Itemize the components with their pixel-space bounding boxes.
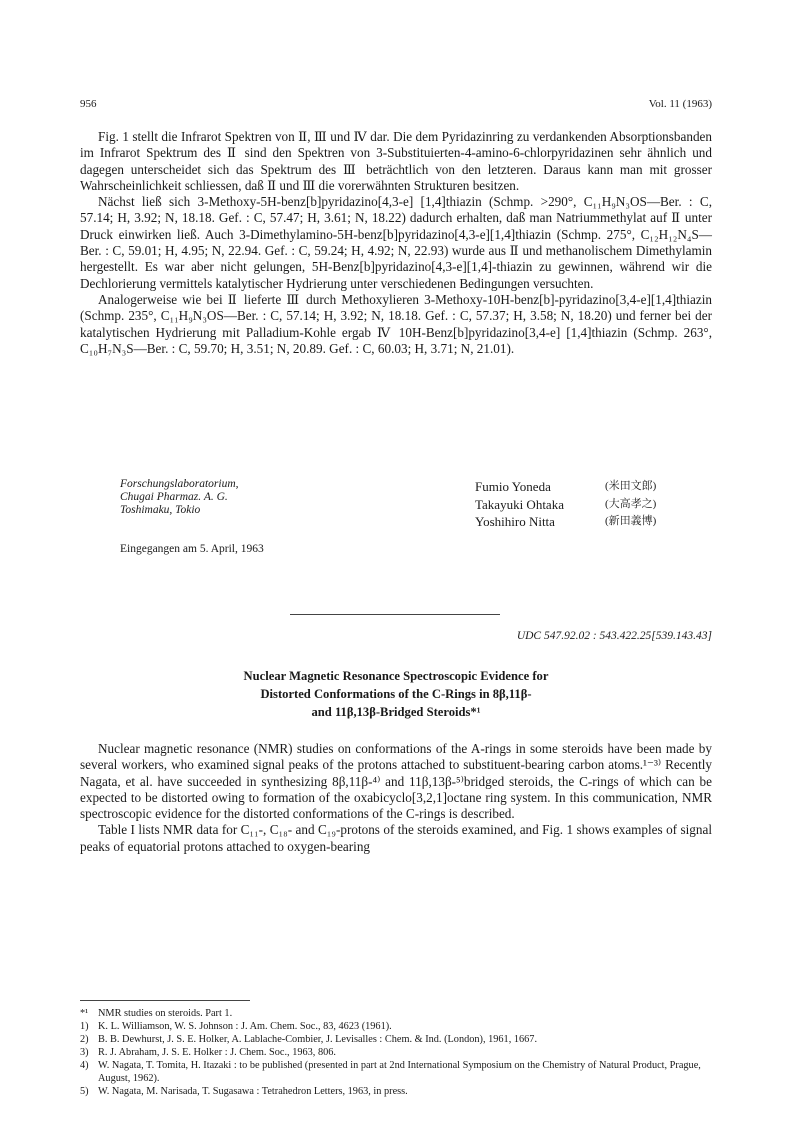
footnote	[80, 1007, 712, 1020]
footnote-mark: 1)	[80, 1021, 89, 1032]
footnote-text: NMR studies on steroids. Part 1.	[98, 1008, 233, 1019]
article-title	[80, 667, 712, 721]
received-date: Eingegangen am 5. April, 1963	[120, 543, 264, 555]
footnote-rule	[80, 1000, 250, 1001]
title-line: and 11β,13β-Bridged Steroids*¹	[311, 705, 481, 719]
author	[475, 478, 656, 496]
affiliation	[120, 478, 239, 517]
author-kanji: (米田文郎)	[605, 480, 657, 492]
author-list	[475, 478, 656, 531]
footnote	[80, 1059, 712, 1085]
title-line: Nuclear Magnetic Resonance Spectroscopic Evidence for	[243, 669, 549, 683]
paragraph: Table I lists NMR data for C₁₁-, C₁₈- and C₁₉-protons of the steroids examined, and Fig. 1 shows examples of signal peaks of equatorial protons attached to oxygen-bearing	[80, 822, 712, 854]
author-kanji: (新田義博)	[605, 515, 657, 527]
paragraph: Nuclear magnetic resonance (NMR) studies on conformations of the A-rings in some steroids have been made by several workers, who examined signal peaks of the protons attached to substituent-bearing carbon atoms.¹⁻³⁾ Recently Nagata, et al. have succeeded in synthesizing 8β,11β-⁴⁾ and 11β,13β-⁵⁾bridged steroids, the C-rings of which can be expected to be distorted owing to formation of the oxabicyclo[3,2,1]octane ring system. In this communication, NMR spectroscopic evidence for the distorted conformations of the C-rings is described.	[80, 741, 712, 822]
article-body	[80, 741, 712, 855]
footnote-text: B. B. Dewhurst, J. S. E. Holker, A. Lablache-Combier, J. Levisalles : Chem. & Ind. (London), 1961, 1667.	[98, 1034, 538, 1045]
author	[475, 513, 656, 531]
footnotes	[80, 1007, 712, 1098]
footnote-mark: 3)	[80, 1047, 89, 1058]
paragraph: Fig. 1 stellt die Infrarot Spektren von Ⅱ, Ⅲ und Ⅳ dar. Die dem Pyridazinring zu verdankenden Absorptionsbanden im Infrarot Spektrum des Ⅱ sind den Spektren von 3-Substituierten-4-amino-6-chlorpyridazinen sehr ähnlich und dagegen unterscheidet sich das Spektrum des Ⅲ beträchtlich von den letzteren. Daraus kann man mit grosser Wahrscheinlichkeit schliessen, daß Ⅱ und Ⅲ die vorerwähnten Strukturen besitzen.	[80, 129, 712, 193]
author-name: Takayuki Ohtaka	[475, 496, 564, 512]
volume-label: Vol. 11 (1963)	[648, 98, 712, 110]
footnote	[80, 1046, 712, 1059]
running-header	[80, 98, 712, 114]
affiliation-line: Forschungslaboratorium,	[120, 478, 239, 490]
footnote-mark: *¹	[80, 1008, 89, 1019]
author-kanji: (大高孝之)	[605, 497, 657, 510]
footnote-mark: 4)	[80, 1060, 89, 1071]
affiliation-line: Toshimaku, Tokio	[120, 504, 201, 516]
continued-article-body	[80, 129, 712, 357]
udc-code: UDC 547.92.02 : 543.422.25[539.143.43]	[516, 630, 712, 642]
footnote-mark: 2)	[80, 1034, 89, 1045]
section-divider	[290, 614, 500, 615]
footnote-text: K. L. Williamson, W. S. Johnson : J. Am. Chem. Soc., 83, 4623 (1961).	[98, 1021, 392, 1032]
footnote	[80, 1033, 712, 1046]
page-number: 956	[80, 98, 97, 110]
author	[475, 496, 656, 514]
paragraph: Nächst ließ sich 3-Methoxy-5H-benz[b]pyridazino[4,3-e] [1,4]thiazin (Schmp. >290°, C₁₁H₉N₃OS—Ber. : C, 57.14; H, 3.92; N, 18.18. Gef. : C, 57.47; H, 3.61; N, 18.22) dadurch erhalten, daß man Natriummethylat auf Ⅱ unter Druck einwirken ließ. Auch 3-Dimethylamino-5H-benz[b]pyridazino[4,3-e][1,4]thiazin (Schmp. 275°, C₁₂H₁₂N₄S—Ber. : C, 59.01; H, 4.95; N, 22.94. Gef. : C, 59.24; H, 4.92; N, 22.93) wurde aus Ⅱ und methanolischem Dimethylamin hergestellt. Es war aber nicht gelungen, 5H-Benz[b]pyridazino[4,3-e][1,4]-thiazin zu gewinnen, während wir die Dechlorierung vermittels katalytischer Hydrierung unter verschiedenen Bedingungen versuchten.	[80, 194, 712, 291]
title-line: Distorted Conformations of the C-Rings in 8β,11β-	[260, 687, 532, 701]
affiliation-line: Chugai Pharmaz. A. G.	[120, 491, 228, 503]
footnote-text: W. Nagata, M. Narisada, T. Sugasawa : Tetrahedron Letters, 1963, in press.	[98, 1086, 408, 1097]
paragraph: Analogerweise wie bei Ⅱ lieferte Ⅲ durch Methoxylieren 3-Methoxy-10H-benz[b]-pyridazino[3,4-e][1,4]thiazin (Schmp. 235°, C₁₁H₉N₃OS—Ber. : C, 57.14; H, 3.92; N, 18.18. Gef. : C, 57.37; H, 3.58; N, 18.20) und ferner bei der katalytischen Hydrierung mit Palladium-Kohle ergab Ⅳ 10H-Benz[b]pyridazino[3,4-e] [1,4]thiazin (Schmp. 263°, C₁₀H₇N₃S—Ber. : C, 59.70; H, 3.51; N, 20.89. Gef. : C, 60.03; H, 3.71; N, 21.01).	[80, 291, 712, 356]
footnote-text: W. Nagata, T. Tomita, H. Itazaki : to be published (presented in part at 2nd International Symposium on the Chemistry of Natural Product, Prague, August, 1962).	[98, 1060, 701, 1084]
footnote-text: R. J. Abraham, J. S. E. Holker : J. Chem. Soc., 1963, 806.	[98, 1047, 336, 1058]
footnote	[80, 1020, 712, 1033]
author-name: Fumio Yoneda	[475, 479, 551, 494]
author-name: Yoshihiro Nitta	[475, 514, 555, 529]
footnote-mark: 5)	[80, 1086, 89, 1097]
signature-block	[80, 478, 712, 538]
footnote	[80, 1085, 712, 1098]
